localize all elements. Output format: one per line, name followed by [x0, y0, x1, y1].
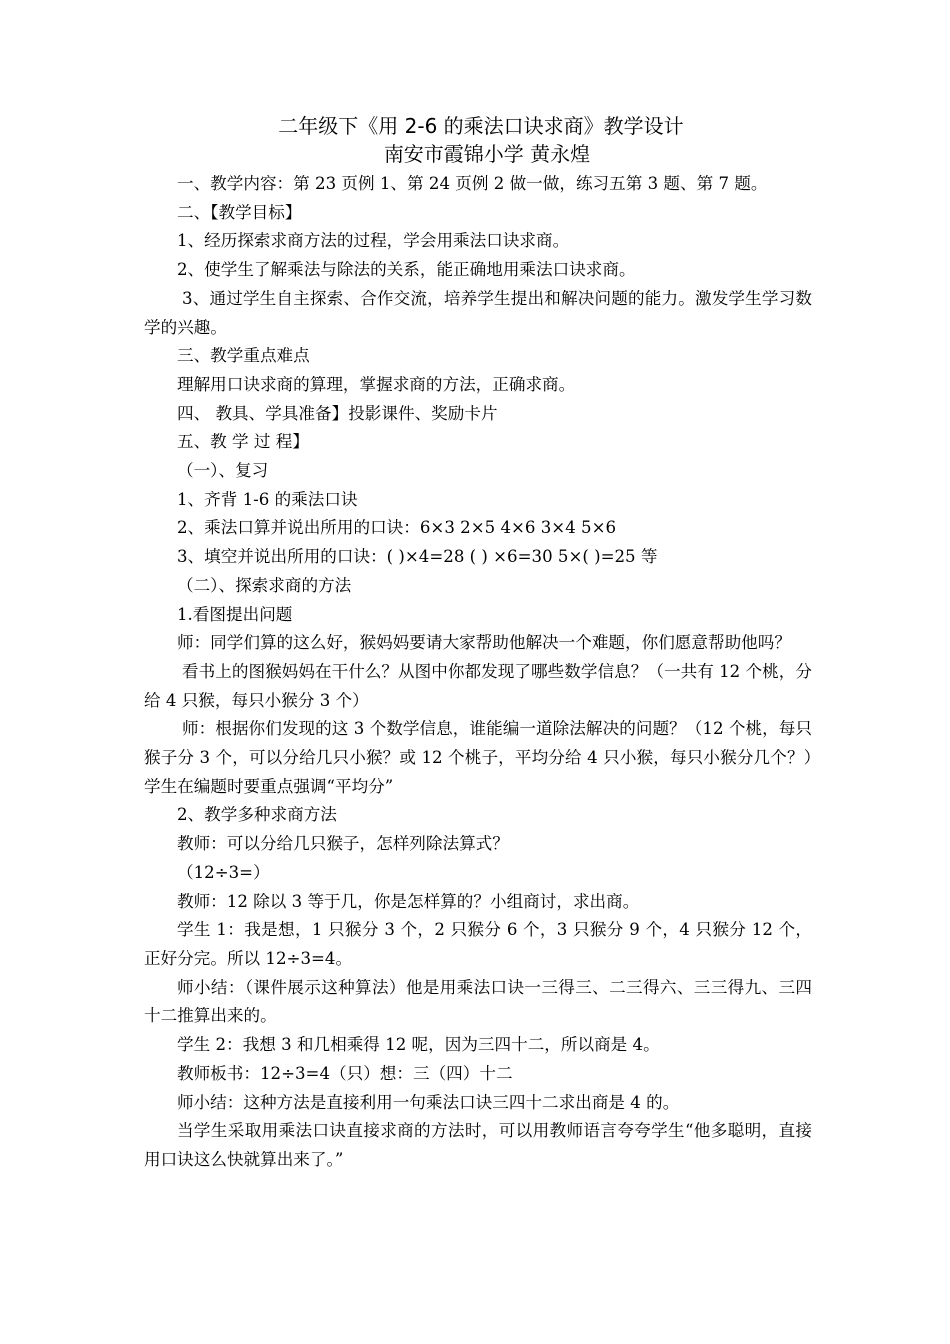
paragraph-review-3: 3、填空并说出所用的口诀：( )×4=28 ( ) ×6=30 5×( )=25 等 — [177, 547, 658, 567]
paragraph-review-2: 2、乘法口算并说出所用的口诀：6×3 2×5 4×6 3×4 5×6 — [177, 518, 617, 538]
paragraph-summary-2: 师小结：这种方法是直接利用一句乘法口诀三四十二求出商是 4 的。 — [177, 1092, 680, 1112]
paragraph-goal-3: 3、通过学生自主探索、合作交流，培养学生提出和解决问题的能力。激发学生学习数学的兴趣。 — [144, 288, 812, 337]
paragraph-explore-1: 1.看图提出问题 — [177, 604, 293, 624]
paragraph-explore-heading: （二）、探索求商的方法 — [177, 575, 352, 595]
paragraph-picture-question: 看书上的图猴妈妈在干什么？从图中你都发现了哪些数学信息？（一共有 12 个桃，分给 4 只猴，每只小猴分 3 个） — [144, 661, 812, 710]
paragraph-student-1: 学生 1：我是想，1 只猴分 3 个，2 只猴分 6 个，3 只猴分 9 个，4 只猴分 12 个，正好分完。所以 12÷3=4。 — [144, 920, 812, 968]
paragraph-summary-1: 师小结：（课件展示这种算法）他是用乘法口诀一三得三、二三得六、三三得九、三四十二推算出来的。 — [144, 977, 812, 1026]
paragraph-teaching-content: 一、教学内容：第 23 页例 1、第 24 页例 2 做一做，练习五第 3 题、第 7 题。 — [177, 174, 768, 193]
paragraph-board-writing: 教师板书：12÷3=4（只）想：三（四）十二 — [177, 1063, 513, 1083]
paragraph-goal-1: 1、经历探索求商方法的过程，学会用乘法口诀求商。 — [177, 231, 570, 251]
paragraph-equation: （12÷3=） — [177, 862, 270, 882]
paragraph-student-2: 学生 2：我想 3 和几相乘得 12 呢，因为三四十二，所以商是 4。 — [177, 1035, 660, 1055]
paragraph-teacher-intro: 师：同学们算的这么好，猴妈妈要请大家帮助他解决一个难题，你们愿意帮助他吗？ — [177, 633, 791, 653]
document-body — [144, 170, 812, 1175]
paragraph-key-points-heading: 三、教学重点难点 — [177, 346, 310, 366]
paragraph-process-heading: 五、教 学 过 程】 — [177, 432, 309, 452]
paragraph-praise: 当学生采取用乘法口诀直接求商的方法时，可以用教师语言夸夸学生“他多聪明，直接用口诀这么快就算出来了。” — [144, 1121, 812, 1169]
document-page — [144, 112, 812, 1175]
document-title: 二年级下《用 2-6 的乘法口诀求商》教学设计 — [278, 114, 684, 138]
paragraph-methods-heading: 2、教学多种求商方法 — [177, 805, 337, 825]
document-author: 南安市霞锦小学 黄永煌 — [383, 142, 591, 166]
paragraph-review-heading: （一）、复习 — [177, 461, 269, 481]
paragraph-teacher-question: 教师：可以分给几只猴子，怎样列除法算式？ — [177, 834, 509, 854]
paragraph-teacher-problem: 师：根据你们发现的这 3 个数学信息，谁能编一道除法解决的问题？（12 个桃，每只猴子分 3 个，可以分给几只小猴？或 12 个桃子，平均分给 4 只小猴，每只小猴分几个？）学生在编题时要重点强调“平均分” — [144, 719, 812, 796]
paragraph-teacher-discuss: 教师：12 除以 3 等于几，你是怎样算的？小组商讨，求出商。 — [177, 891, 640, 911]
paragraph-review-1: 1、齐背 1-6 的乘法口诀 — [177, 489, 358, 509]
paragraph-key-points: 理解用口诀求商的算理，掌握求商的方法，正确求商。 — [177, 374, 576, 394]
paragraph-materials: 四、 教具、学具准备】投影课件、奖励卡片 — [177, 403, 498, 423]
paragraph-goal-2: 2、使学生了解乘法与除法的关系，能正确地用乘法口诀求商。 — [177, 260, 636, 280]
paragraph-goals-heading: 二、【教学目标】 — [177, 202, 302, 222]
